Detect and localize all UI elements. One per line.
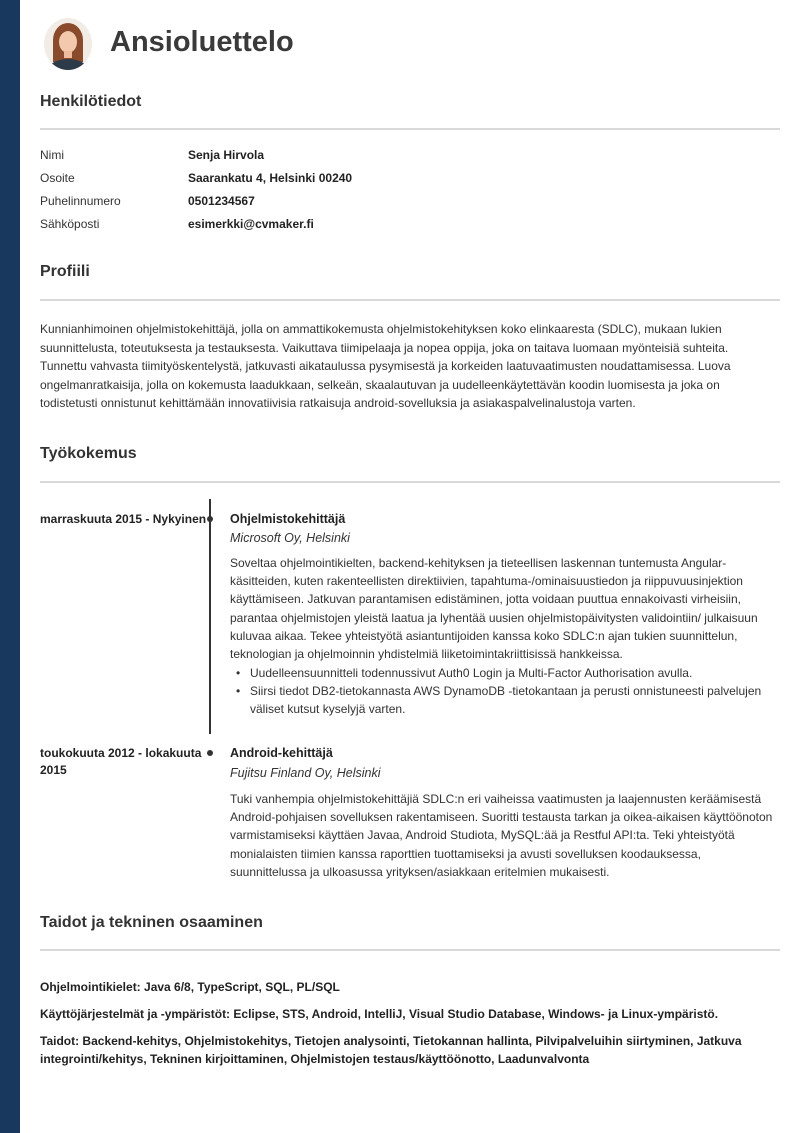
section-divider xyxy=(40,949,780,951)
profile-photo-icon xyxy=(44,18,92,70)
document-title: Ansioluettelo xyxy=(110,26,294,58)
job-company: Fujitsu Finland Oy, Helsinki xyxy=(230,766,381,780)
personal-label: Sähköposti xyxy=(40,217,100,231)
list-item: • Uudelleensuunnitteli todennussivut Auth0 Login ja Multi-Factor Authorisation avulla. xyxy=(230,664,775,682)
timeline-line xyxy=(209,499,211,734)
section-divider xyxy=(40,128,780,130)
section-title-profile: Profiili xyxy=(40,263,90,280)
job-company: Microsoft Oy, Helsinki xyxy=(230,531,350,545)
personal-value: Senja Hirvola xyxy=(188,148,265,162)
job-dates: toukokuuta 2012 - lokakuuta 2015 xyxy=(40,746,202,777)
section-divider xyxy=(40,481,780,483)
section-divider xyxy=(40,299,780,301)
section-title-personal: Henkilötiedot xyxy=(40,93,142,110)
personal-label: Nimi xyxy=(40,148,64,162)
job-description: Soveltaa ohjelmointikielten, backend-kehityksen ja tieteellisen laskennan tuntemusta Angular-käsitteiden, kuten rakenteellisten direktiivien, tapahtuma-/ominaisuustiedon ja riippuvuusinjektion käyttämiseen. Jatkuvan parantamisen edistäminen, jotta voidaan puuttua ennakoivasti virheisiin, parantaa ohjelmistojen yleistä laatua ja lyhentää uusien ohjelmistopäivitysten validointiin/ julkaisuun kuluvaa aikaa. Tekee yhteistyötä asiantuntijoiden kanssa koko SDLC:n ajan tukien suunnittelun, teknologian ja ohjelmoinnin yhdistelmiä liiketoimintakriittisissä hankkeissa. xyxy=(230,556,758,662)
skill-line: Käyttöjärjestelmät ja -ympäristöt: Eclipse, STS, Android, IntelliJ, Visual Studio Database, Windows- ja Linux-ympäristö. xyxy=(40,1007,719,1021)
resume-header xyxy=(40,18,780,74)
personal-label: Osoite xyxy=(40,171,75,185)
profile-text: Kunnianhimoinen ohjelmistokehittäjä, jolla on ammattikokemusta ohjelmistokehityksen koko elinkaaresta (SDLC), mukaan lukien suunnittelusta, toteutuksesta ja testauksesta. Vaikuttava tiimipelaaja ja nopea oppija, joka on taitava luomaan myönteisiä suhteita. Tunnettu vahvasta tiimityöskentelystä, jatkuvasti aikataulussa pysymisestä ja korkeiden laatuvaatimusten noudattamisessa. Luova ongelmanratkaisija, jolla on kokemusta laadukkaan, selkeän, skaalautuvan ja uudelleenkäytettävän koodin luomisesta ja joka on todistetusti onnistunut kehittämään innovatiivisia ratkaisuja android-sovelluksia ja asiakaspalvelinalustoja varten. xyxy=(40,322,731,410)
avatar xyxy=(44,18,92,70)
sidebar-stripe xyxy=(0,0,20,1133)
job-title: Android-kehittäjä xyxy=(230,746,333,760)
personal-value: esimerkki@cvmaker.fi xyxy=(188,217,314,231)
section-title-skills: Taidot ja tekninen osaaminen xyxy=(40,914,263,931)
personal-value: Saarankatu 4, Helsinki 00240 xyxy=(188,171,353,185)
list-item: • Siirsi tiedot DB2-tietokannasta AWS DynamoDB -tietokantaan ja perusti onnistuneesti palvelujen väliset kutsut kyselyjä varten. xyxy=(230,682,775,718)
skill-line: Ohjelmointikielet: Java 6/8, TypeScript, SQL, PL/SQL xyxy=(40,980,340,994)
personal-value: 0501234567 xyxy=(188,194,255,208)
personal-label: Puhelinnumero xyxy=(40,194,121,208)
job-dates: marraskuuta 2015 - Nykyinen xyxy=(40,512,207,526)
job-achievements xyxy=(230,664,775,719)
skill-line: Taidot: Backend-kehitys, Ohjelmistokehitys, Tietojen analysointi, Tietokannan hallinta, Pilvipalveluihin siirtyminen, Jatkuva integrointi/kehitys, Tekninen kirjoittaminen, Ohjelmistojen testaus/käyttöönotto, Laadunvalvonta xyxy=(40,1034,742,1066)
job-description: Tuki vanhempia ohjelmistokehittäjiä SDLC:n eri vaiheissa vaatimusten ja laajennusten keräämisestä Android-pohjaisen sovelluksen rakentamiseen. Suoritti testausta tarkan ja oikea-aikaisen käyttöönoton varmistamiseksi käyttäen Javaa, Android Studiota, MySQL:ää ja Restful API:ta. Teki yhteistyötä monialaisten tiimien kanssa raporttien tuottamiseksi ja avusti sovelluksen koodauksessa, suunnittelussa ja ulkoasussa yrityksen/asiakkaan eritelmien mukaisesti. xyxy=(230,792,773,879)
job-title: Ohjelmistokehittäjä xyxy=(230,512,346,526)
section-title-experience: Työkokemus xyxy=(40,445,137,462)
